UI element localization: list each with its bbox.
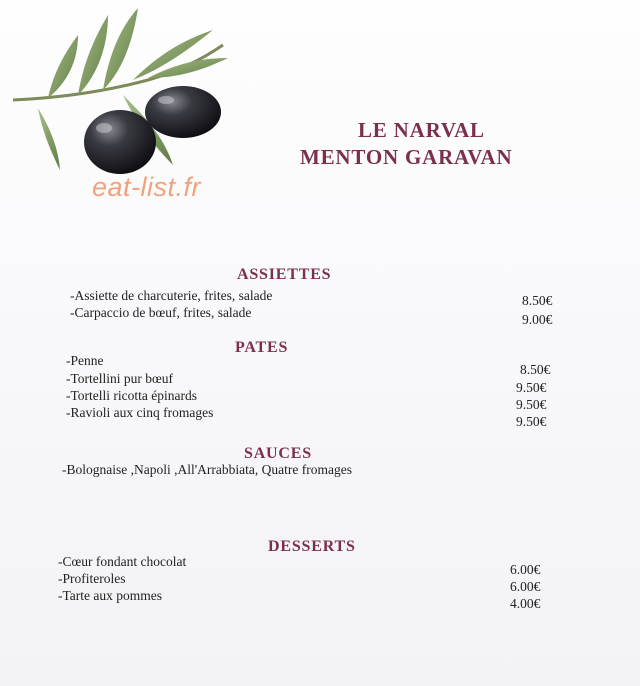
menu-item: -Assiette de charcuterie, frites, salade bbox=[70, 288, 273, 303]
restaurant-location: MENTON GARAVAN bbox=[300, 145, 513, 169]
menu-price: 6.00€ bbox=[510, 579, 541, 594]
restaurant-name: LE NARVAL bbox=[358, 118, 485, 142]
menu-price: 9.50€ bbox=[516, 380, 547, 395]
menu-price: 6.00€ bbox=[510, 562, 541, 577]
section-heading-assiettes: ASSIETTES bbox=[237, 266, 332, 283]
menu-price: 8.50€ bbox=[520, 362, 551, 377]
menu-price: 9.50€ bbox=[516, 397, 547, 412]
menu-price: 8.50€ bbox=[522, 293, 553, 308]
section-heading-sauces: SAUCES bbox=[244, 445, 312, 462]
menu-item: -Tortelli ricotta épinards bbox=[66, 388, 198, 403]
watermark-text: eat-list.fr bbox=[92, 172, 202, 202]
menu-item: -Tortellini pur bœuf bbox=[66, 371, 174, 386]
section-heading-desserts: DESSERTS bbox=[268, 538, 356, 555]
menu-item: -Carpaccio de bœuf, frites, salade bbox=[70, 305, 252, 320]
menu-item: -Ravioli aux cinq fromages bbox=[66, 405, 214, 420]
menu-price: 9.50€ bbox=[516, 414, 547, 429]
menu-item: -Bolognaise ,Napoli ,All'Arrabbiata, Quatre fromages bbox=[62, 462, 352, 477]
menu-item: -Profiteroles bbox=[58, 571, 126, 586]
menu-price: 9.00€ bbox=[522, 312, 553, 327]
menu-item: -Penne bbox=[66, 353, 104, 368]
menu-item: -Cœur fondant chocolat bbox=[58, 554, 187, 569]
menu-item: -Tarte aux pommes bbox=[58, 588, 163, 603]
menu-price: 4.00€ bbox=[510, 596, 541, 611]
olive-branch-icon bbox=[8, 0, 233, 185]
section-heading-pates: PATES bbox=[235, 339, 289, 356]
